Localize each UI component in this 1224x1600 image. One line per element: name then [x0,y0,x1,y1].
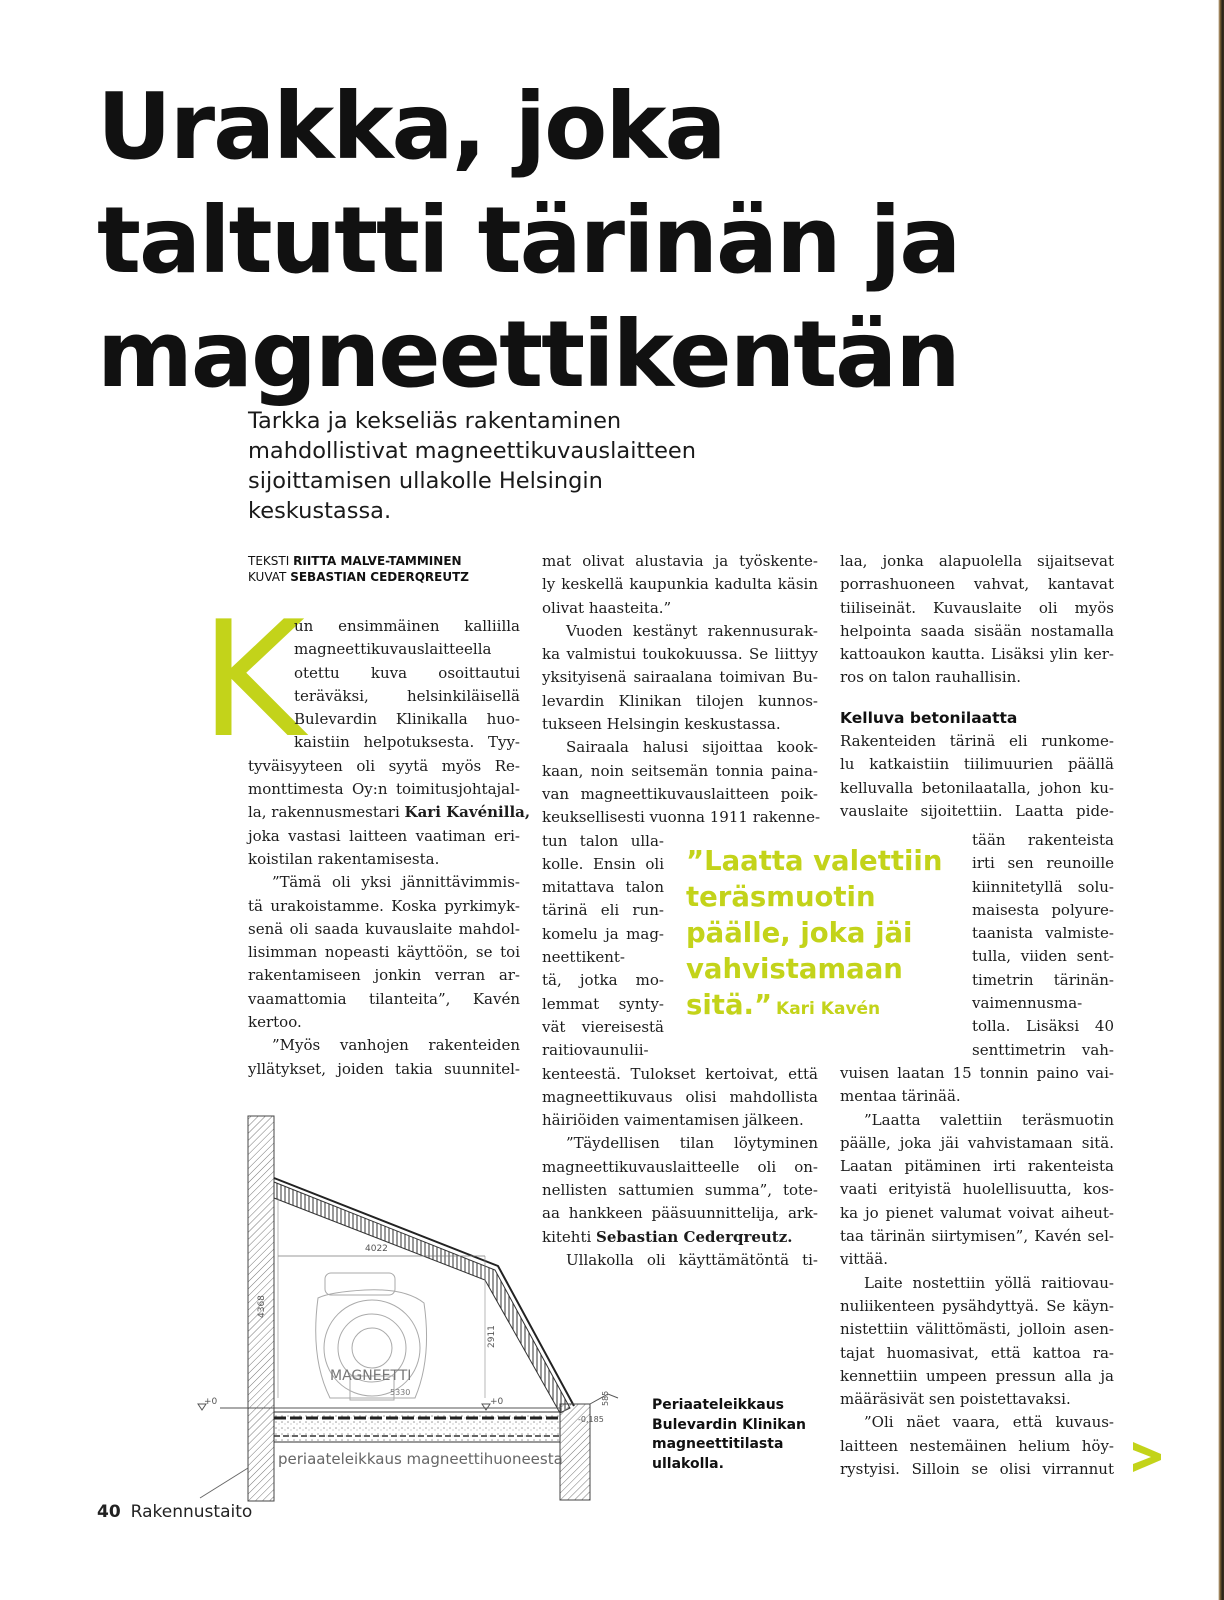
pull-quote-line: vahvistamaan [686,953,903,985]
publication-name: Rakennustaito [130,1502,253,1522]
dim-height-right: 2911 [487,1325,497,1348]
text-line: keuksellisesti vuonna 1911 rakenne- [542,808,821,827]
text-line: yksityisenä sairaalana toimivan Bu- [542,668,818,687]
text-line: taa tärinän siirtymisen”, Kavén sel- [840,1227,1114,1246]
text-line: ”Tämä oli yksi jännittävimmis- [272,873,520,892]
text-line: rakentamiseen jonkin verran ar- [248,966,520,985]
pull-quote-line: sitä.” Kari Kavén [686,989,881,1021]
text-line: häiriöiden vaimentamisen jälkeen. [542,1111,804,1130]
text-line: monttimesta Oy:n toimitusjohtajal- [248,780,520,799]
text-line: tä urakoistamme. Koska pyrkimyk- [248,896,520,915]
device-label: MAGNEETTI [330,1368,412,1384]
headline-line: taltutti tärinän ja [97,187,960,294]
byline-text-label: TEKSTI [248,554,290,568]
spacer [840,690,1114,707]
drawing-title: periaateleikkaus magneettihuoneesta [278,1450,563,1468]
text-line: nistettiin välittömästi, jolloin asen- [840,1320,1114,1339]
text-line: tulla, viiden sent- [972,947,1114,966]
dim-width: 4022 [365,1244,388,1254]
section-drawing [160,1108,640,1518]
text-line: vaati erityistä huolellisuutta, kos- [840,1180,1114,1199]
text-line: kattoaukon kautta. Lisäksi ylin ker- [840,645,1114,664]
level-right: +0 [490,1397,504,1407]
byline [248,553,469,585]
lead-line: sijoittamisen ullakolle Helsingin [248,468,603,494]
text-line: tärinä eli run- [542,901,664,920]
text-line: Rakenteiden tärinä eli runkome- [840,732,1114,751]
byline-text [248,553,469,569]
text-line: kertoo. [248,1013,302,1032]
text-line: kaan, noin seitsemän tonnia paina- [542,761,818,780]
text-line: ”Oli näet vaara, että kuvaus- [864,1413,1114,1432]
text-line: Ullakolla oli käyttämätöntä ti- [566,1250,818,1269]
text-line: kitehti Sebastian Cederqreutz. [542,1227,793,1246]
text-line: kelluvalla betonilaatalla, johon ku- [840,778,1114,797]
lead-line: Tarkka ja kekseliäs rakentaminen [248,408,622,434]
pull-quote-line: teräsmuotin [686,881,876,913]
text-line: aa hankkeen pääsuunnittelija, ark- [542,1204,818,1223]
body-column-2 [542,550,821,830]
pull-quote-line: ”Laatta valettiin [686,845,943,877]
article-headline [97,70,997,412]
text-line: timetrin tärinän- [972,970,1114,989]
level-low: -0,185 [578,1415,604,1424]
text-line: ka jo pienet valumat voivat aiheut- [840,1203,1114,1222]
byline-photo-label: KUVAT [248,570,287,584]
text-line: lemmat synty- [542,994,664,1013]
text-line: senä oli saada kuvauslaite mahdol- [248,919,520,938]
text-line: tun talon ulla- [542,831,664,850]
text-line: senttimetrin vah- [972,1040,1114,1059]
page-footer [97,1502,252,1522]
figure-caption [652,1396,806,1474]
text-line: un ensimmäinen kalliilla [294,617,520,635]
page-number: 40 [97,1502,121,1522]
text-line: nellisten sattumien summa”, tote- [542,1181,818,1200]
text-line: la, rakennusmestari Kari Kavénilla, [248,803,531,822]
text-line: magneettikuvaus olisi mahdollista [542,1087,818,1106]
person-name: Kari Kavénilla, [404,803,531,822]
text-line: Bulevardin Klinikalla huo- [294,710,520,729]
text-line: irti sen reunoille [972,854,1114,873]
text-line: vät viereisestä [542,1017,664,1036]
pull-quote [686,843,966,1027]
text-line: van magneettikuvauslaitteen poik- [542,784,818,803]
body-column-1b [248,755,531,1081]
caption-line: magneettitilasta [652,1436,784,1452]
text-line: lisimman nopeasti käyttöön, se toi [248,943,520,962]
dim-device-width: 5330 [390,1388,411,1397]
text-line: komelu ja mag- [542,924,664,943]
text-line: vittää. [840,1250,888,1269]
text-line: lu katkaistiin tiilimuurien päällä [840,755,1114,774]
text-line: rystyisi. Silloin se olisi virrannut [840,1460,1114,1479]
text-line: ly keskellä kaupunkia kadulta käsin [542,575,818,594]
body-column-2-narrow [542,830,664,1063]
next-page-edge [1218,0,1224,1600]
text-line: tiiliseinät. Kuvauslaite oli myös [840,598,1114,617]
text-line: ”Laatta valettiin teräsmuotin [864,1110,1114,1129]
text-line: tä, jotka mo- [542,971,664,990]
dim-height-left: 4368 [257,1295,267,1318]
text-line: maisesta polyure- [972,900,1114,919]
headline-line: magneettikentän [97,301,959,408]
text-line: ”Myös vanhojen rakenteiden [272,1036,520,1055]
text-line: yllätykset, joiden takia suunnitel- [248,1059,520,1078]
text-line: kiinnitetyllä solu- [972,877,1114,896]
text-line: otettu kuva osoittautui [294,663,520,682]
text-line: mat olivat alustavia ja työskente- [542,552,818,570]
text-line: tään rakenteista [972,831,1114,849]
caption-line: Bulevardin Klinikan [652,1416,807,1433]
text-line: vaimennusma- [972,994,1083,1013]
pull-quote-line: päälle, joka jäi [686,917,913,949]
text-line: teräväksi, helsinkiläisellä [294,686,520,705]
text-line: kaistiin helpotuksesta. Tyy- [294,733,520,752]
text-line: vuisen laatan 15 tonnin paino vai- [840,1064,1114,1082]
text-line: raitiovaunulii- [542,1041,649,1060]
pull-quote-attribution: Kari Kavén [776,999,881,1019]
text-line: kolle. Ensin oli [542,854,664,873]
text-line: koistilan rakentamisesta. [248,849,440,868]
headline-line: Urakka, joka [97,73,725,180]
text-line: porrashuoneen vahvat, kantavat [840,575,1114,594]
text-line: ”Täydellisen tilan löytyminen [566,1134,818,1153]
body-column-1 [294,615,520,755]
text-line: joka vastasi laitteen vaatiman eri- [248,826,520,845]
dim-step: 585 [601,1390,610,1406]
text-line: kennettiin umpeen pressun alla ja [840,1366,1114,1385]
byline-photo [248,569,469,585]
text-line: kenteestä. Tulokset kertoivat, että [542,1064,818,1083]
text-line: magneettikuvauslaitteella [294,640,492,659]
section-subheading: Kelluva betonilaatta [840,708,1018,727]
text-line: levardin Klinikan tilojen kunnos- [542,691,818,710]
text-line: laa, jonka alapuolella sijaitsevat [840,552,1114,570]
text-line: mentaa tärinää. [840,1087,961,1106]
byline-photo-author: SEBASTIAN CEDERQREUTZ [290,570,469,584]
level-left: +0 [204,1397,218,1407]
body-column-3-narrow [972,829,1114,1062]
text-line: ka valmistui toukokuussa. Se liittyy [542,645,818,664]
article-lead [248,406,768,526]
byline-text-author: RIITTA MALVE-TAMMINEN [293,554,462,568]
text-line: tyväisyyteen oli syytä myös Re- [248,756,520,775]
text-line: Laatan pitäminen irti rakenteista [840,1157,1114,1176]
text-line: tukseen Helsingin keskustassa. [542,715,781,734]
text-line: tolla. Lisäksi 40 [972,1017,1114,1036]
text-line: neettikent- [542,948,625,967]
text-line: magneettikuvauslaitteelle oli on- [542,1157,818,1176]
text-line: vaamattomia tilanteita”, Kavén [248,989,520,1008]
lead-line: keskustassa. [248,498,392,524]
lead-line: mahdollistivat magneettikuvauslaitteen [248,438,697,464]
text-line: taanista valmiste- [972,924,1114,943]
text-line: määräsivät sen poistettavaksi. [840,1390,1071,1409]
body-column-3b [840,1062,1114,1481]
drop-cap: K [200,586,305,773]
text-line: laitteen nestemäinen helium höy- [840,1436,1114,1455]
person-name: Sebastian Cederqreutz. [596,1227,793,1246]
text-line: Laite nostettiin yöllä raitiovau- [864,1273,1114,1292]
text-line: ros on talon rauhallisin. [840,668,1022,687]
text-line: helpointa saada sisään nostamalla [840,621,1114,640]
caption-line: ullakolla. [652,1455,724,1472]
text-line: Vuoden kestänyt rakennusurak- [566,621,818,640]
chevron-right-icon [1127,1436,1167,1476]
text-line: tajat huomasivat, että kattoa ra- [840,1343,1114,1362]
text-line: päälle, joka jäi vahvistamaan sitä. [840,1133,1114,1152]
text-line: mitattava talon [542,878,664,897]
text-line: Sairaala halusi sijoittaa kook- [566,738,818,757]
text-line: vauslaite sijoitettiin. Laatta pide- [840,801,1114,820]
body-column-3 [840,550,1114,823]
text-line: nuliikenteen pysähdyttyä. Se käyn- [840,1296,1114,1315]
caption-line: Periaateleikkaus [652,1397,785,1413]
text-line: olivat haasteita.” [542,598,672,617]
